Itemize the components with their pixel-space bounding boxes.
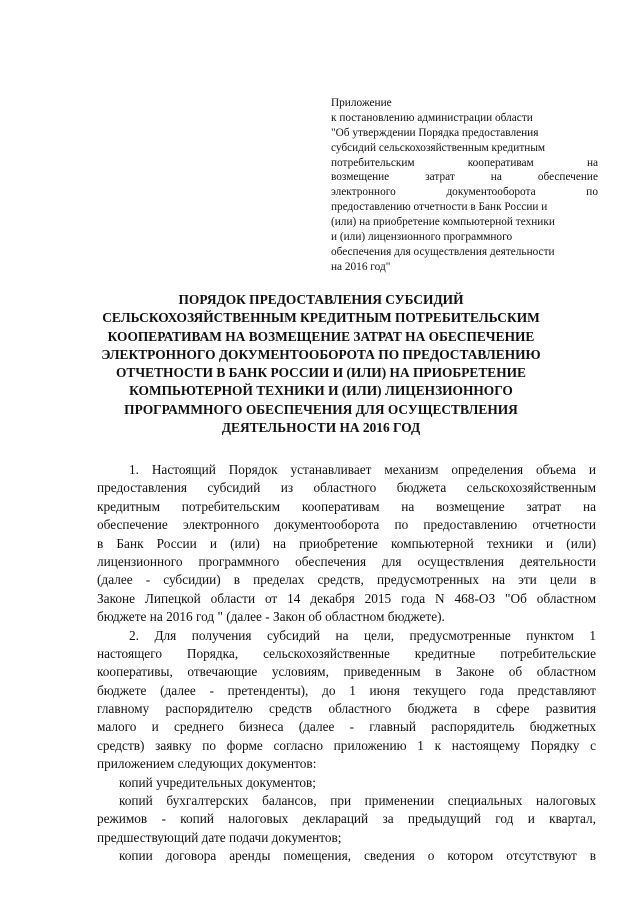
list-item: копий учредительных документов; xyxy=(119,774,316,790)
paragraph-1-line: бюджете на 2016 год " (далее - Закон об областном бюджете). xyxy=(97,609,445,625)
appendix-word: затрат xyxy=(425,171,455,184)
document-body xyxy=(97,461,596,866)
appendix-line: (или) на приобретение компьютерной техники xyxy=(331,216,555,229)
paragraph-1-line: предоставления субсидий из областного бюджета сельскохозяйственным xyxy=(97,480,596,496)
paragraph-2-line: средств) заявку по форме согласно приложению 1 к настоящему Порядку с xyxy=(97,737,596,753)
appendix-line xyxy=(331,185,598,200)
appendix-line xyxy=(331,156,598,171)
title-line: ОТЧЕТНОСТИ В БАНК РОССИИ И (ИЛИ) НА ПРИОБРЕТЕНИЕ xyxy=(116,365,526,381)
paragraph-1-line: обеспечение электронного документооборота по предоставлению отчетности xyxy=(97,517,596,533)
paragraph-1-line: в Банк России и (или) на приобретение компьютерной техники и (или) xyxy=(97,535,596,551)
appendix-header xyxy=(331,96,598,275)
paragraph-2-line: кооперативы, отвечающие условиям, приведенным в Законе об областном xyxy=(97,664,596,680)
appendix-word: по xyxy=(586,186,598,199)
paragraph-1-line: 1. Настоящий Порядок устанавливает механизм определения объема и xyxy=(129,462,596,477)
appendix-word: потребительским xyxy=(331,156,415,169)
paragraph-1-line: лицензионного программного обеспечения для осуществления деятельности xyxy=(97,553,596,569)
appendix-line: Приложение xyxy=(331,97,392,109)
appendix-line: предоставлению отчетности в Банк России и xyxy=(331,201,548,214)
appendix-word: на xyxy=(490,171,502,184)
paragraph-1-line: кредитным потребительским кооперативам на возмещение затрат на xyxy=(97,498,596,514)
title-line: ПРОГРАММНОГО ОБЕСПЕЧЕНИЯ ДЛЯ ОСУЩЕСТВЛЕНИЯ xyxy=(124,401,518,417)
paragraph-1-line: (далее - субсидии) в пределах средств, предусмотренных на эти цели в xyxy=(97,572,596,588)
appendix-word: возмещение xyxy=(331,171,390,184)
title-line: КОМПЬЮТЕРНОЙ ТЕХНИКИ И (ИЛИ) ЛИЦЕНЗИОННОГО xyxy=(129,383,513,399)
paragraph-2-line: 2. Для получения субсидий на цели, предусмотренные пунктом 1 xyxy=(129,627,596,643)
paragraph-1-line: Законе Липецкой области от 14 декабря 2015 года N 468-ОЗ "Об областном xyxy=(97,590,596,606)
appendix-line: на 2016 год" xyxy=(331,260,391,273)
paragraph-2-line: малого и среднего бизнеса (далее - главный распорядитель бюджетных xyxy=(97,719,596,735)
appendix-word: документооборота xyxy=(446,186,536,199)
paragraph-2-line: бюджете (далее - претенденты), до 1 июня текущего года представляют xyxy=(97,682,596,698)
appendix-line: и (или) лицензионного программного xyxy=(331,231,513,244)
appendix-line: "Об утверждении Порядка предоставления xyxy=(331,126,539,139)
appendix-word: электронного xyxy=(331,186,396,199)
list-item-line: предшествующий дате подачи документов; xyxy=(97,829,342,845)
list-item: копий бухгалтерских балансов, при применении специальных налоговых xyxy=(119,793,596,809)
appendix-line xyxy=(331,170,598,185)
appendix-line: к постановлению администрации области xyxy=(331,111,533,124)
paragraph-2-line: главному распорядителю средств областного бюджета в сфере развития xyxy=(97,701,596,717)
paragraph-2-line: настоящего Порядка, сельскохозяйственные кредитные потребительские xyxy=(97,645,596,661)
list-item: копии договора аренды помещения, сведения о котором отсутствуют в xyxy=(119,848,596,864)
paragraph-2-line: приложением следующих документов: xyxy=(97,756,317,772)
appendix-line: субсидий сельскохозяйственным кредитным xyxy=(331,141,546,154)
title-line: ПОРЯДОК ПРЕДОСТАВЛЕНИЯ СУБСИДИЙ xyxy=(178,292,464,307)
document-title xyxy=(80,291,562,437)
title-line: ЭЛЕКТРОННОГО ДОКУМЕНТООБОРОТА ПО ПРЕДОСТАВЛЕНИЮ xyxy=(101,346,541,362)
appendix-word: кооперативам xyxy=(467,156,534,169)
appendix-word: на xyxy=(586,156,598,169)
appendix-line: обеспечения для осуществления деятельности xyxy=(331,245,555,258)
list-item-line: режимов - копий налоговых деклараций за предыдущий год и квартал, xyxy=(97,811,596,827)
title-line: КООПЕРАТИВАМ НА ВОЗМЕЩЕНИЕ ЗАТРАТ НА ОБЕСПЕЧЕНИЕ xyxy=(107,328,535,344)
title-line: СЕЛЬСКОХОЗЯЙСТВЕННЫМ КРЕДИТНЫМ ПОТРЕБИТЕЛЬСКИМ xyxy=(102,310,540,326)
title-line: ДЕЯТЕЛЬНОСТИ НА 2016 ГОД xyxy=(221,420,421,436)
appendix-word: обеспечение xyxy=(537,171,598,184)
